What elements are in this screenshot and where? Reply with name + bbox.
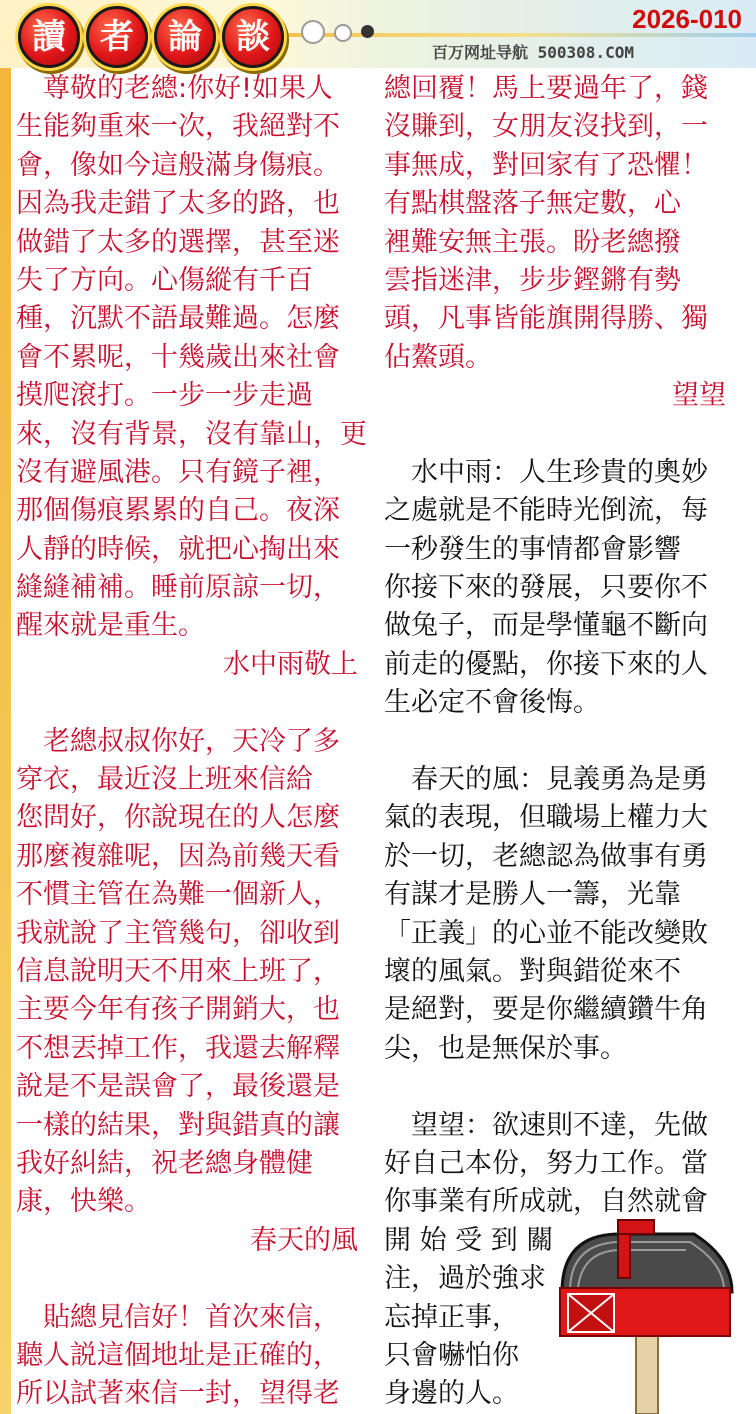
text-line: 因為我走錯了太多的路，也 xyxy=(16,188,340,220)
text-line: 有謀才是勝人一籌，光靠 xyxy=(384,879,681,911)
text-line: 尖，也是無保於事。 xyxy=(384,1032,627,1064)
text-line: 總回覆！馬上要過年了，錢 xyxy=(384,73,708,104)
text-line: 前走的優點，你接下來的人 xyxy=(384,648,708,680)
title-char-4: 談 xyxy=(222,6,284,68)
text-line: 康，快樂。 xyxy=(16,1186,151,1218)
text-line: 注，過於強求 xyxy=(384,1263,546,1295)
title-char-2: 者 xyxy=(86,6,148,68)
text-line: 醒來就是重生。 xyxy=(16,610,205,642)
text-line: 會，像如今這般滿身傷痕。 xyxy=(16,149,340,181)
decor-circle-small xyxy=(334,24,352,42)
text-line: 您問好，你說現在的人怎麼 xyxy=(16,802,340,834)
text-line: 不慣主管在為難一個新人， xyxy=(16,879,340,911)
text-line: 種，沉默不語最難過。怎麼 xyxy=(16,303,340,335)
text-line: 所以試著來信一封，望得老 xyxy=(16,1378,340,1410)
text-line: 那麼複雜呢，因為前幾天看 xyxy=(16,840,340,872)
header-banner xyxy=(0,0,756,68)
text-line: 水中雨：人生珍貴的奧妙 xyxy=(384,456,708,488)
text-line: 做錯了太多的選擇，甚至迷 xyxy=(16,226,340,258)
text-line: 佔鰲頭。 xyxy=(384,341,492,373)
text-line: 於一切，老總認為做事有勇 xyxy=(384,840,708,872)
text-line: 那個傷痕累累的自己。夜深 xyxy=(16,495,340,527)
text-line: 望望：欲速則不達，先做 xyxy=(384,1109,708,1141)
text-line: 頭，凡事皆能旗開得勝、獨 xyxy=(384,303,708,335)
title-char-3: 論 xyxy=(154,6,216,68)
text-line: 你事業有所成就，自然就會 xyxy=(384,1186,708,1218)
text-line: 裡難安無主張。盼老總撥 xyxy=(384,226,681,258)
text-line: 摸爬滾打。一步一步走過 xyxy=(16,380,313,412)
paragraph-gap xyxy=(384,723,726,761)
text-line: 一樣的結果，對與錯真的讓 xyxy=(16,1109,340,1141)
text-line: 貼總見信好！首次來信， xyxy=(16,1301,340,1333)
left-accent-bar xyxy=(0,68,11,1414)
letter-signature: 春天的風 xyxy=(250,1224,358,1256)
text-line: 好自己本份，努力工作。當 xyxy=(384,1147,708,1179)
text-line: 有點棋盤落子無定數，心 xyxy=(384,188,681,220)
text-line: 忘掉正事， xyxy=(384,1301,519,1333)
letters-column-left xyxy=(16,70,367,1414)
letters-column-right xyxy=(384,70,726,1414)
text-line: 說是不是誤會了，最後還是 xyxy=(16,1071,340,1103)
text-line: 會不累呢，十幾歲出來社會 xyxy=(16,341,340,373)
text-line: 老總叔叔你好，天冷了多 xyxy=(16,725,340,757)
paragraph-gap xyxy=(16,1260,358,1298)
decor-dot-filled xyxy=(361,25,374,38)
mailbox-illustration xyxy=(556,1218,736,1414)
text-line: 主要今年有孩子開銷大，也 xyxy=(16,994,340,1026)
text-line: 氣的表現，但職場上權力大 xyxy=(384,802,708,834)
text-line: 春天的風：見義勇為是勇 xyxy=(384,764,708,796)
text-line: 尊敬的老總:你好!如果人 xyxy=(16,73,333,104)
text-line: 做兔子，而是學懂龜不斷向 xyxy=(384,610,708,642)
text-line: 我好糾結，祝老總身體健 xyxy=(16,1147,313,1179)
letter-signature: 望望 xyxy=(672,380,726,412)
text-line: 不想丟掉工作，我還去解釋 xyxy=(16,1032,340,1064)
text-line: 你接下來的發展，只要你不 xyxy=(384,572,708,604)
text-line: 開 始 受 到 關 xyxy=(384,1224,554,1256)
text-line: 我就說了主管幾句，卻收到 xyxy=(16,917,340,949)
text-line: 壞的風氣。對與錯從來不 xyxy=(384,955,681,987)
text-line: 生必定不會後悔。 xyxy=(384,687,600,719)
site-watermark: 百万网址导航 500308.COM xyxy=(432,43,634,62)
text-line: 縫縫補補。睡前原諒一切， xyxy=(16,572,340,604)
text-line: 生能夠重來一次，我絕對不 xyxy=(16,111,340,143)
text-line: 來，沒有背景，沒有靠山，更 xyxy=(16,418,367,450)
text-line: 聽人説這個地址是正確的， xyxy=(16,1339,340,1371)
text-line: 沒有避風港。只有鏡子裡， xyxy=(16,456,340,488)
text-line: 之處就是不能時光倒流，每 xyxy=(384,495,708,527)
text-line: 「正義」的心並不能改變敗 xyxy=(384,917,708,949)
paragraph-gap xyxy=(384,416,726,454)
text-line: 是絕對，要是你繼續鑽牛角 xyxy=(384,994,708,1026)
text-line: 一秒發生的事情都會影響 xyxy=(384,533,681,565)
text-line: 信息說明天不用來上班了， xyxy=(16,955,340,987)
title-char-1: 讀 xyxy=(18,6,80,68)
paragraph-gap xyxy=(384,1068,726,1106)
text-line: 穿衣，最近沒上班來信給 xyxy=(16,764,313,796)
letter-signature: 水中雨敬上 xyxy=(223,648,358,680)
paragraph-gap xyxy=(16,684,358,722)
text-line: 雲指迷津，步步鏗鏘有勢 xyxy=(384,264,681,296)
text-line: 事無成，對回家有了恐懼！ xyxy=(384,149,708,181)
issue-number: 2026-010 xyxy=(632,4,742,34)
text-line: 失了方向。心傷縱有千百 xyxy=(16,264,313,296)
text-line: 沒賺到，女朋友沒找到，一 xyxy=(384,111,708,143)
text-line: 只會嚇怕你 xyxy=(384,1339,519,1371)
text-line: 身邊的人。 xyxy=(384,1378,519,1410)
text-line: 人靜的時候，就把心掏出來 xyxy=(16,533,340,565)
decor-circle-large xyxy=(301,20,325,44)
